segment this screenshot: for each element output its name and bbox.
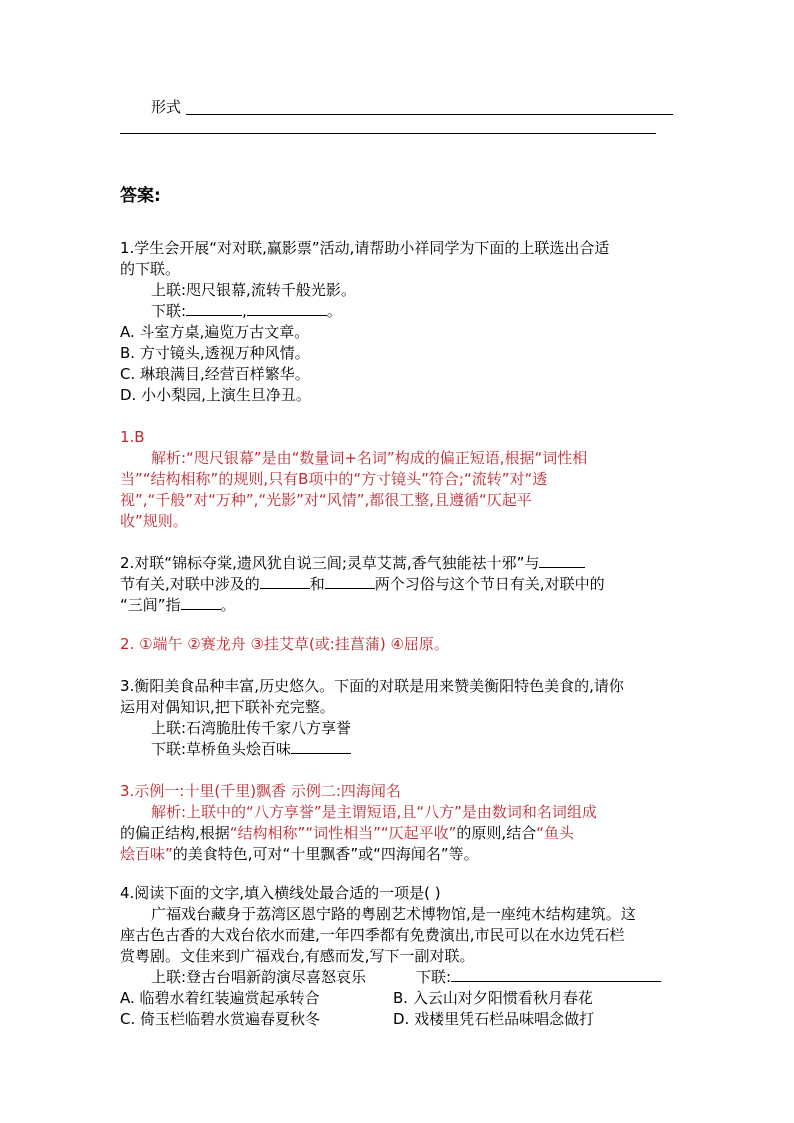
a3-line-2: [120, 823, 574, 844]
q1-line-2: 的下联。: [120, 260, 181, 278]
q3-lower-text: 下联:草桥鱼头烩百味: [151, 740, 292, 758]
q4-line-1: 4.阅读下面的文字,填入横线处最合适的一项是( ): [120, 884, 441, 902]
a1-answer: 1.B: [120, 428, 145, 446]
q4-option-a: A. 临碧水着红装遍赏起承转合: [120, 989, 320, 1007]
form-blank-line-2: [120, 133, 656, 134]
a3-text-4: 的原则,结合: [456, 824, 537, 842]
q1-blank-2[interactable]: [247, 301, 327, 316]
q3-line-1: 3.衡阳美食品种丰富,历史悠久。下面的对联是用来赞美衡阳特色美食的,请你: [120, 677, 624, 695]
a1-line-4: 收”规则。: [120, 512, 188, 530]
q2-blank-3[interactable]: [325, 574, 375, 589]
q4-paragraph-3: 赏粤剧。文佳来到广福戏台,有感而发,写下一副对联。: [120, 947, 475, 965]
q2-text-6: 。: [220, 596, 236, 614]
a3-line-3: [120, 844, 479, 865]
q4-paragraph-2: 座古色古香的大戏台依水而建,一年四季都有免费演出,市民可以在水边凭石栏: [120, 926, 625, 944]
q4-option-d: D. 戏楼里凭石栏品味唱念做打: [393, 1010, 595, 1028]
a3-text-3: “结构相称”“词性相当”“仄起平收”: [229, 824, 457, 842]
q3-line-2: 运用对偶知识,把下联补充完整。: [120, 698, 335, 716]
a3-text-1: 解析:上联中的“八方享誉”是主谓短语,且“八方”是由数词和名词组成: [151, 803, 597, 821]
q1-blank-1[interactable]: [186, 301, 242, 316]
q2-line-1: [120, 553, 585, 574]
a1-line-1: 解析:“咫尺银幕”是由“数量词+名词”构成的偏正短语,根据“词性相: [151, 449, 588, 467]
q4-blank[interactable]: [451, 967, 661, 982]
q2-line-3: [120, 595, 236, 616]
a3-text-5: “鱼头: [536, 824, 574, 842]
a3-text-2: 的偏正结构,根据: [120, 824, 230, 842]
a2-answer: 2. ①端午 ②赛龙舟 ③挂艾草(或:挂菖蒲) ④屈原。: [120, 635, 449, 653]
a1-line-3: 视”,“千般”对“万种”,“光影”对“风情”,都很工整,且遵循“仄起平: [120, 491, 532, 509]
q1-option-b: B. 方寸镜头,透视万种风情。: [120, 344, 310, 362]
q1-lower-couplet: [151, 301, 342, 322]
q4-upper-couplet: 上联:登古台唱新韵演尽喜怒哀乐: [151, 968, 367, 986]
q2-text-1: 2.对联“锦标夺棠,遗风犹自说三闾;灵草艾蒿,香气独能祛十邪”与: [120, 554, 540, 572]
q1-line-1: 1.学生会开展“对对联,赢影票”活动,请帮助小祥同学为下面的上联选出合适: [120, 239, 610, 257]
q4-paragraph-1: 广福戏台藏身于荔湾区恩宁路的粤剧艺术博物馆,是一座纯木结构建筑。这: [151, 905, 636, 923]
q2-text-5: “三闾”指: [120, 596, 181, 614]
q1-lower-sep: ,: [242, 302, 247, 320]
q2-blank-2[interactable]: [260, 574, 310, 589]
q4-option-b: B. 入云山对夕阳惯看秋月春花: [393, 989, 593, 1007]
q2-text-2: 节有关,对联中涉及的: [120, 575, 260, 593]
form-blank-line-1: [186, 114, 673, 115]
q2-blank-4[interactable]: [181, 595, 221, 610]
q3-upper-couplet: 上联:石湾脆肚传千家八方享誉: [151, 719, 352, 737]
form-label: 形式: [151, 98, 182, 116]
a3-answer: 3.示例一:十里(千里)飘香 示例二:四海闻名: [120, 782, 401, 800]
a1-line-2: 当”“结构相称”的规则,只有B项中的“方寸镜头”符合;“流转”对“透: [120, 470, 548, 488]
q1-upper-couplet: 上联:咫尺银幕,流转千般光影。: [151, 281, 356, 299]
q1-lower-end: 。: [326, 302, 342, 320]
q4-lower-label: 下联:: [416, 968, 452, 986]
a3-line-1: [151, 802, 597, 823]
q1-lower-label: 下联:: [151, 302, 187, 320]
answers-heading: 答案:: [120, 186, 161, 206]
q4-option-c: C. 倚玉栏临碧水赏遍春夏秋冬: [120, 1010, 321, 1028]
q2-line-2: [120, 574, 605, 595]
q2-text-3: 和: [309, 575, 325, 593]
q4-lower-couplet: [416, 967, 661, 988]
a3-text-6: 烩百味”: [120, 845, 173, 863]
q1-option-c: C. 琳琅满目,经营百样繁华。: [120, 365, 310, 383]
q3-lower-couplet: [151, 739, 351, 760]
q3-blank[interactable]: [291, 739, 351, 754]
q2-text-4: 两个习俗与这个节日有关,对联中的: [374, 575, 605, 593]
a3-text-7: 的美食特色,可对“十里飘香”或“四海闻名”等。: [172, 845, 479, 863]
q1-option-d: D. 小小梨园,上演生旦净丑。: [120, 386, 311, 404]
q2-blank-1[interactable]: [539, 553, 585, 568]
q1-option-a: A. 斗室方桌,遍览万古文章。: [120, 323, 310, 341]
